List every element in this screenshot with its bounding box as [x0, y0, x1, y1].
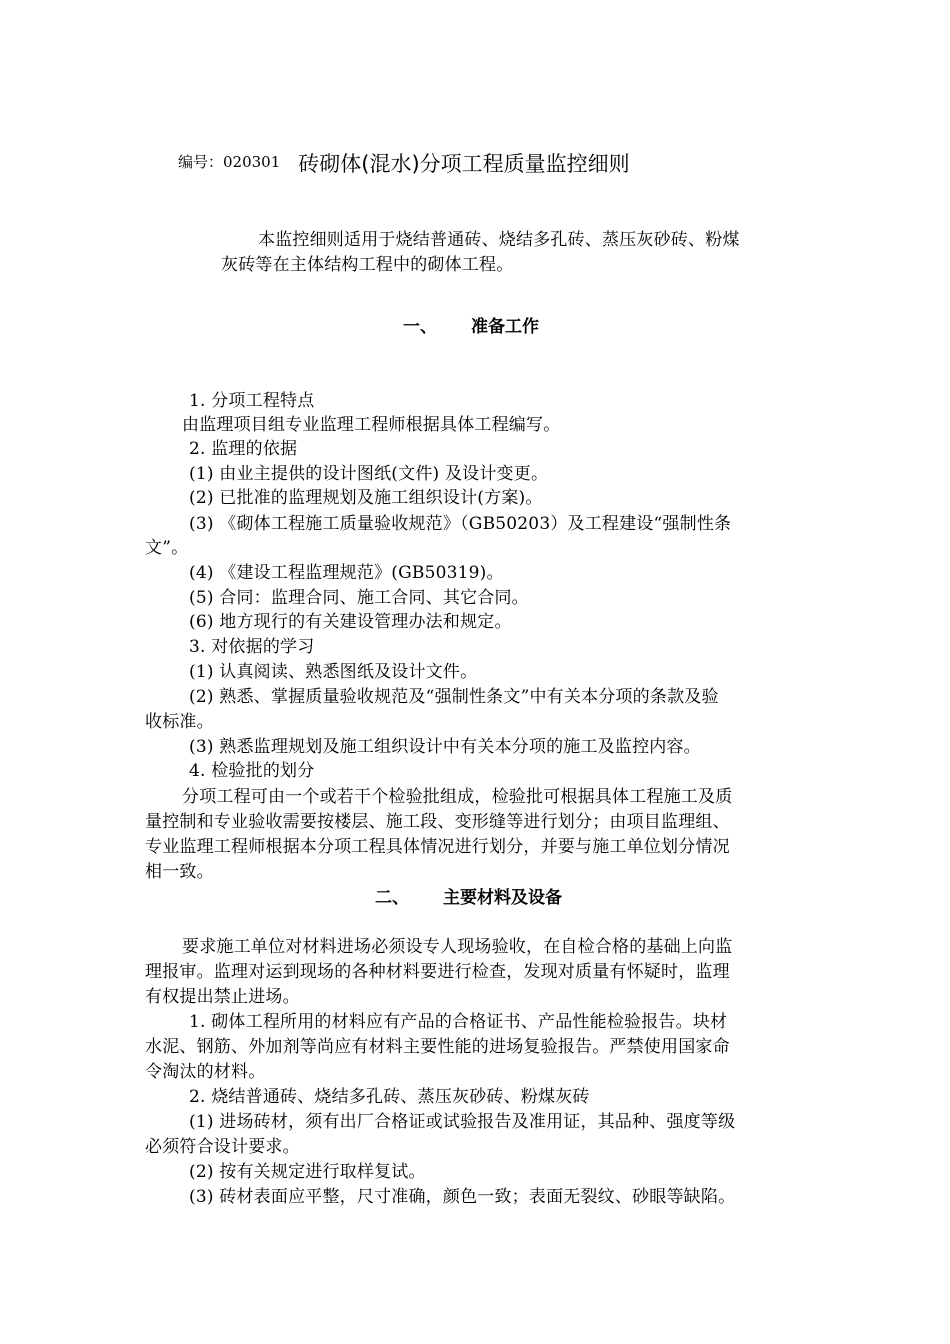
list-item: (2) 已批准的监理规划及施工组织设计(方案)。 [189, 488, 543, 508]
list-heading: 2. 监理的依据 [189, 439, 298, 459]
list-item: (1) 由业主提供的设计图纸(文件) 及设计变更。 [189, 464, 549, 484]
list-heading: 3. 对依据的学习 [189, 637, 315, 657]
list-item: (1) 认真阅读、熟悉图纸及设计文件。 [189, 662, 478, 682]
list-heading: 2. 烧结普通砖、烧结多孔砖、蒸压灰砂砖、粉煤灰砖 [189, 1087, 590, 1107]
section-title: 主要材料及设备 [443, 888, 562, 908]
list-item: (2) 按有关规定进行取样复试。 [189, 1162, 426, 1182]
section-heading [403, 315, 539, 339]
list-item: 1. 砌体工程所用的材料应有产品的合格证书、产品性能检验报告。块材 [189, 1012, 728, 1032]
section-number: 二、 [375, 888, 409, 908]
paragraph-line: 分项工程可由一个或若干个检验批组成，检验批可根据具体工程施工及质 [182, 787, 733, 807]
list-item-continuation: 必须符合设计要求。 [145, 1137, 300, 1157]
list-item: (4) 《建设工程监理规范》(GB50319)。 [189, 563, 504, 583]
list-heading: 1. 分项工程特点 [189, 391, 315, 411]
list-item-continuation: 令淘汰的材料。 [145, 1062, 266, 1082]
paragraph-line: 量控制和专业验收需要按楼层、施工段、变形缝等进行划分；由项目监理组、 [145, 812, 730, 832]
list-item: (1) 进场砖材，须有出厂合格证或试验报告及准用证，其品种、强度等级 [189, 1112, 736, 1132]
paragraph-line: 理报审。监理对运到现场的各种材料要进行检查，发现对质量有怀疑时，监理 [145, 962, 730, 982]
list-item: (3) 熟悉监理规划及施工组织设计中有关本分项的施工及监控内容。 [189, 737, 701, 757]
list-item: (3) 砖材表面应平整，尺寸准确，颜色一致；表面无裂纹、砂眼等缺陷。 [189, 1187, 736, 1207]
document-title: 砖砌体(混水)分项工程质量监控细则 [298, 152, 630, 176]
paragraph-line: 专业监理工程师根据本分项工程具体情况进行划分，并要与施工单位划分情况 [145, 837, 730, 857]
paragraph-line: 有权提出禁止进场。 [145, 987, 300, 1007]
list-item: (2) 熟悉、掌握质量验收规范及“强制性条文”中有关本分项的条款及验 [189, 687, 719, 707]
section-number: 一、 [403, 317, 437, 337]
list-item-continuation: 文”。 [145, 538, 189, 558]
list-item: (6) 地方现行的有关建设管理办法和规定。 [189, 612, 512, 632]
paragraph-line: 相一致。 [145, 862, 214, 882]
intro-line: 本监控细则适用于烧结普通砖、烧结多孔砖、蒸压灰砂砖、粉煤 [258, 230, 740, 250]
list-item-continuation: 水泥、钢筋、外加剂等尚应有材料主要性能的进场复验报告。严禁使用国家命 [145, 1037, 730, 1057]
list-item-continuation: 收标准。 [145, 712, 214, 732]
paragraph-line: 要求施工单位对材料进场必须设专人现场验收，在自检合格的基础上向监 [182, 937, 733, 957]
section-title: 准备工作 [471, 317, 539, 337]
section-heading [375, 886, 562, 910]
document-number: 编号：020301 [178, 153, 281, 171]
list-heading: 4. 检验批的划分 [189, 761, 315, 781]
intro-line: 灰砖等在主体结构工程中的砌体工程。 [221, 255, 514, 275]
list-item: (3) 《砌体工程施工质量验收规范》（GB50203）及工程建设“强制性条 [189, 514, 732, 534]
list-item: (5) 合同：监理合同、施工合同、其它合同。 [189, 588, 529, 608]
document-header [178, 148, 630, 178]
paragraph-line: 由监理项目组专业监理工程师根据具体工程编写。 [182, 415, 561, 435]
